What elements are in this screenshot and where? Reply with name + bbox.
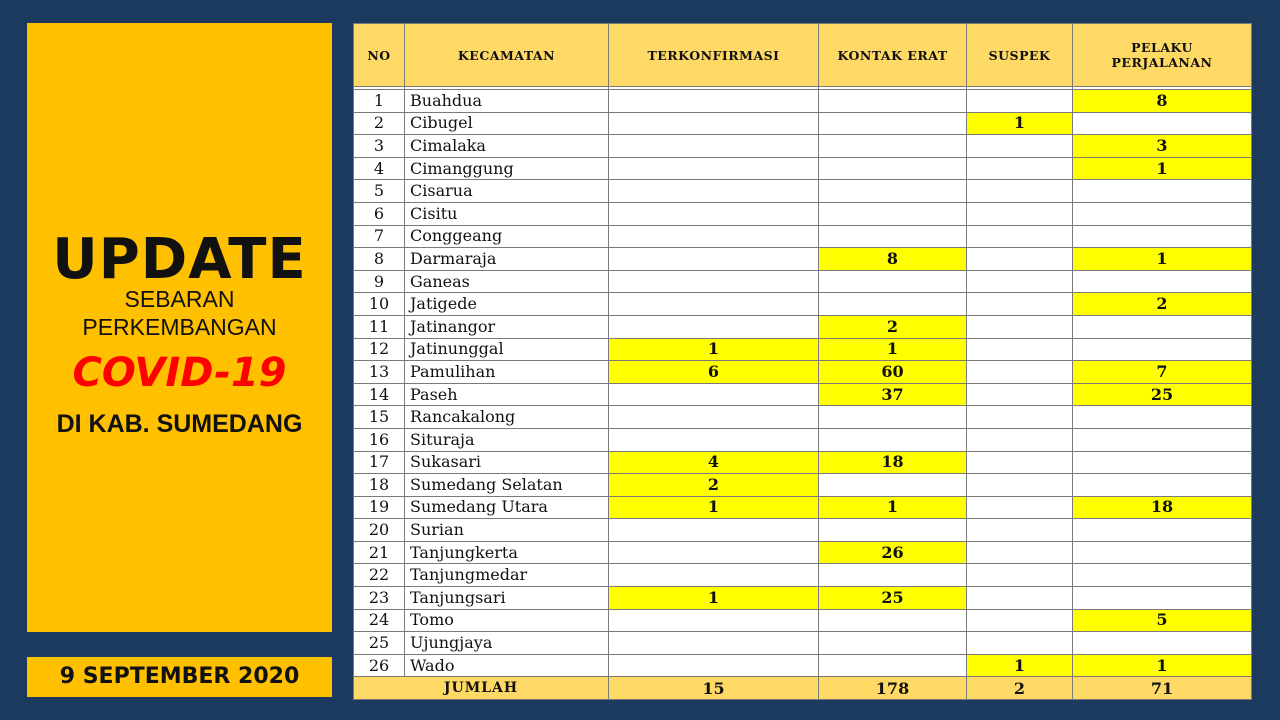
cell-kecamatan: Situraja [405,428,609,451]
cell-terkonfirmasi [609,406,819,429]
cell-kecamatan: Ujungjaya [405,632,609,655]
table-row [354,609,1252,632]
cell-suspek [967,383,1073,406]
cell-terkonfirmasi: 1 [609,587,819,610]
total-terkonfirmasi: 15 [609,677,819,700]
cell-pelaku: 3 [1073,135,1252,158]
cell-kontak-erat [819,90,967,113]
cell-no: 11 [354,315,405,338]
cell-terkonfirmasi [609,112,819,135]
cell-kecamatan: Ganeas [405,270,609,293]
cell-no: 17 [354,451,405,474]
cell-suspek [967,587,1073,610]
cell-pelaku [1073,112,1252,135]
cell-suspek [967,564,1073,587]
table-row [354,406,1252,429]
cell-pelaku [1073,202,1252,225]
cell-kecamatan: Jatinangor [405,315,609,338]
cell-terkonfirmasi [609,541,819,564]
cell-kecamatan: Paseh [405,383,609,406]
cell-pelaku [1073,519,1252,542]
cell-terkonfirmasi [609,293,819,316]
cell-no: 24 [354,609,405,632]
cell-kontak-erat [819,180,967,203]
table-row [354,654,1252,677]
cell-terkonfirmasi [609,428,819,451]
cell-kecamatan: Cisitu [405,202,609,225]
cell-terkonfirmasi: 6 [609,361,819,384]
cell-kecamatan: Sumedang Utara [405,496,609,519]
cell-pelaku [1073,180,1252,203]
table-row [354,428,1252,451]
cell-no: 19 [354,496,405,519]
cell-suspek: 1 [967,654,1073,677]
cell-suspek [967,248,1073,271]
cell-terkonfirmasi [609,157,819,180]
cell-kontak-erat [819,406,967,429]
cell-suspek [967,270,1073,293]
cell-no: 15 [354,406,405,429]
cell-no: 12 [354,338,405,361]
cell-suspek [967,361,1073,384]
cell-pelaku [1073,541,1252,564]
table-row [354,383,1252,406]
cell-pelaku: 1 [1073,248,1252,271]
table-row [354,202,1252,225]
table-row [354,541,1252,564]
table-row [354,180,1252,203]
date-label: 9 SEPTEMBER 2020 [27,657,332,697]
cell-no: 2 [354,112,405,135]
table-row [354,587,1252,610]
cell-no: 10 [354,293,405,316]
cell-kecamatan: Cimalaka [405,135,609,158]
cell-kecamatan: Tanjungkerta [405,541,609,564]
cell-kecamatan: Tanjungmedar [405,564,609,587]
cell-suspek [967,180,1073,203]
cell-kontak-erat [819,225,967,248]
table-row [354,632,1252,655]
cell-pelaku [1073,406,1252,429]
cell-terkonfirmasi [609,564,819,587]
cell-kontak-erat [819,519,967,542]
cell-suspek [967,428,1073,451]
cell-pelaku: 7 [1073,361,1252,384]
cell-terkonfirmasi: 4 [609,451,819,474]
total-suspek: 2 [967,677,1073,700]
cell-pelaku [1073,315,1252,338]
header-terkonfirmasi: TERKONFIRMASI [609,24,819,87]
table-row [354,157,1252,180]
cell-no: 7 [354,225,405,248]
cell-kecamatan: Conggeang [405,225,609,248]
cell-suspek [967,519,1073,542]
cell-kontak-erat: 60 [819,361,967,384]
table-row [354,315,1252,338]
cell-pelaku [1073,428,1252,451]
cell-terkonfirmasi [609,135,819,158]
table-row [354,451,1252,474]
cell-pelaku [1073,632,1252,655]
cell-kecamatan: Sukasari [405,451,609,474]
cell-pelaku: 5 [1073,609,1252,632]
table-row [354,225,1252,248]
cell-pelaku: 1 [1073,157,1252,180]
cell-no: 6 [354,202,405,225]
cell-suspek [967,90,1073,113]
cell-suspek [967,135,1073,158]
subtitle-line-1: SEBARAN [124,286,235,312]
cell-kecamatan: Rancakalong [405,406,609,429]
cell-terkonfirmasi [609,248,819,271]
cell-pelaku: 18 [1073,496,1252,519]
cell-terkonfirmasi [609,315,819,338]
cell-terkonfirmasi [609,609,819,632]
total-kontak-erat: 178 [819,677,967,700]
cell-kecamatan: Tomo [405,609,609,632]
cell-kontak-erat: 1 [819,338,967,361]
cell-suspek [967,609,1073,632]
table-row [354,519,1252,542]
cell-pelaku [1073,338,1252,361]
cell-kontak-erat: 26 [819,541,967,564]
cell-pelaku [1073,564,1252,587]
cell-no: 13 [354,361,405,384]
cell-no: 8 [354,248,405,271]
cell-kecamatan: Pamulihan [405,361,609,384]
cell-pelaku [1073,474,1252,497]
cell-kecamatan: Sumedang Selatan [405,474,609,497]
table-row [354,361,1252,384]
cell-kontak-erat: 8 [819,248,967,271]
cell-pelaku: 1 [1073,654,1252,677]
cell-terkonfirmasi [609,202,819,225]
cell-suspek [967,293,1073,316]
cell-kecamatan: Cibugel [405,112,609,135]
table-row [354,496,1252,519]
table-row [354,270,1252,293]
cell-pelaku [1073,451,1252,474]
table-header [354,24,1252,87]
covid-table [353,23,1252,700]
cell-kontak-erat [819,428,967,451]
header-kontak-erat: KONTAK ERAT [819,24,967,87]
cell-kontak-erat: 1 [819,496,967,519]
cell-suspek: 1 [967,112,1073,135]
cell-kecamatan: Jatinunggal [405,338,609,361]
cell-no: 18 [354,474,405,497]
header-no: NO [354,24,405,87]
table-row [354,338,1252,361]
cell-suspek [967,157,1073,180]
cell-terkonfirmasi [609,270,819,293]
table-row [354,474,1252,497]
cell-no: 3 [354,135,405,158]
cell-kecamatan: Darmaraja [405,248,609,271]
cell-kecamatan: Buahdua [405,90,609,113]
covid-table-container [353,23,1251,696]
cell-terkonfirmasi [609,519,819,542]
cell-suspek [967,496,1073,519]
cell-terkonfirmasi [609,632,819,655]
cell-kecamatan: Cimanggung [405,157,609,180]
cell-no: 20 [354,519,405,542]
covid-title: COVID-19 [72,350,287,396]
cell-kontak-erat [819,564,967,587]
total-pelaku: 71 [1073,677,1252,700]
cell-terkonfirmasi: 1 [609,496,819,519]
cell-no: 16 [354,428,405,451]
cell-suspek [967,474,1073,497]
cell-no: 26 [354,654,405,677]
cell-suspek [967,451,1073,474]
header-pelaku-perjalanan: PELAKU PERJALANAN [1073,24,1252,87]
cell-no: 14 [354,383,405,406]
cell-terkonfirmasi [609,654,819,677]
cell-kontak-erat [819,632,967,655]
cell-kontak-erat [819,202,967,225]
cell-kontak-erat: 2 [819,315,967,338]
cell-terkonfirmasi: 1 [609,338,819,361]
table-row [354,248,1252,271]
cell-suspek [967,225,1073,248]
cell-kontak-erat [819,474,967,497]
cell-kecamatan: Cisarua [405,180,609,203]
cell-pelaku [1073,225,1252,248]
cell-terkonfirmasi [609,180,819,203]
table-row [354,135,1252,158]
cell-suspek [967,632,1073,655]
table-row [354,112,1252,135]
cell-kontak-erat [819,293,967,316]
cell-kontak-erat [819,157,967,180]
cell-kontak-erat [819,270,967,293]
table-row [354,90,1252,113]
cell-kontak-erat: 37 [819,383,967,406]
cell-kontak-erat [819,609,967,632]
total-label: JUMLAH [354,677,609,700]
cell-kecamatan: Wado [405,654,609,677]
subtitle-line-2: PERKEMBANGAN [82,314,277,340]
cell-suspek [967,315,1073,338]
cell-kontak-erat: 25 [819,587,967,610]
table-row [354,293,1252,316]
cell-suspek [967,202,1073,225]
cell-no: 1 [354,90,405,113]
cell-kecamatan: Jatigede [405,293,609,316]
cell-no: 9 [354,270,405,293]
header-kecamatan: KECAMATAN [405,24,609,87]
cell-suspek [967,406,1073,429]
total-row [354,677,1252,700]
cell-no: 25 [354,632,405,655]
cell-kontak-erat: 18 [819,451,967,474]
cell-no: 4 [354,157,405,180]
cell-terkonfirmasi [609,225,819,248]
cell-no: 21 [354,541,405,564]
cell-terkonfirmasi: 2 [609,474,819,497]
cell-terkonfirmasi [609,383,819,406]
cell-terkonfirmasi [609,90,819,113]
cell-no: 22 [354,564,405,587]
cell-pelaku [1073,270,1252,293]
cell-suspek [967,541,1073,564]
cell-no: 23 [354,587,405,610]
cell-kecamatan: Tanjungsari [405,587,609,610]
update-title: UPDATE [52,227,307,292]
header-suspek: SUSPEK [967,24,1073,87]
cell-kontak-erat [819,112,967,135]
cell-no: 5 [354,180,405,203]
cell-pelaku: 25 [1073,383,1252,406]
cell-pelaku: 8 [1073,90,1252,113]
cell-pelaku: 2 [1073,293,1252,316]
title-panel [27,23,332,632]
cell-kontak-erat [819,135,967,158]
cell-kecamatan: Surian [405,519,609,542]
cell-kontak-erat [819,654,967,677]
table-row [354,564,1252,587]
region-label: DI KAB. SUMEDANG [56,410,303,438]
subtitle [27,285,332,341]
cell-suspek [967,338,1073,361]
cell-pelaku [1073,587,1252,610]
